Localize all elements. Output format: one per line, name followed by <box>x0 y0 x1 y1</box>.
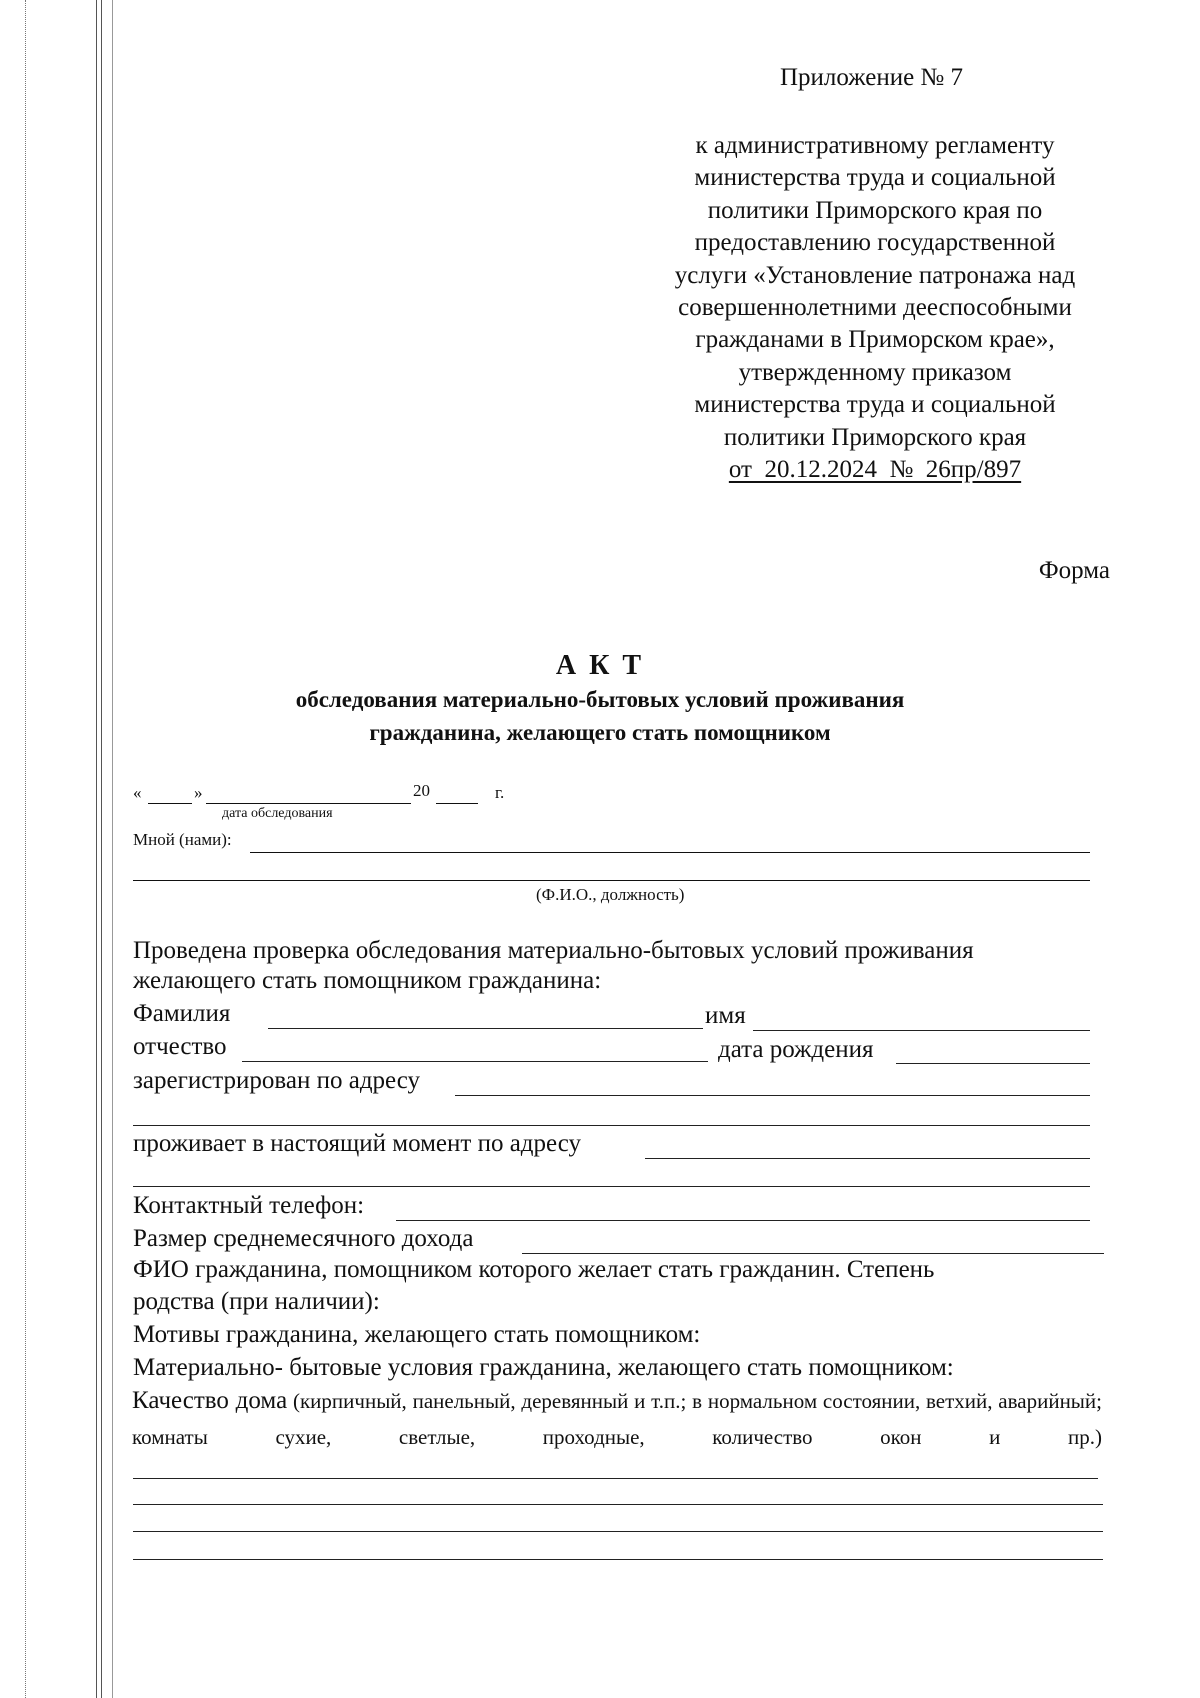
examiner-blank[interactable] <box>250 852 1090 853</box>
form-label: Форма <box>1038 557 1110 584</box>
house-quality-field-3[interactable] <box>133 1531 1103 1532</box>
binding-margin-line <box>25 0 26 1698</box>
date-year-prefix: 20 <box>413 781 430 800</box>
binding-margin-line <box>112 0 113 1698</box>
document-subtitle: гражданина, желающего стать помощником <box>369 720 831 745</box>
living-address-label: проживает в настоящий момент по адресу <box>133 1130 581 1157</box>
birth-date-label: дата рождения <box>718 1036 874 1063</box>
living-address-field-2[interactable] <box>133 1186 1090 1187</box>
regulation-line: политики Приморского края <box>723 423 1027 451</box>
surname-label: Фамилия <box>133 1000 231 1027</box>
name-label: имя <box>705 1002 746 1029</box>
regulation-reference <box>620 130 1130 486</box>
income-label: Размер среднемесячного дохода <box>133 1225 474 1252</box>
house-quality-field-2[interactable] <box>133 1504 1103 1505</box>
document-title: А К Т <box>555 650 645 681</box>
regulation-line: утвержденному приказом <box>738 358 1012 386</box>
house-quality-field-4[interactable] <box>133 1559 1103 1560</box>
form-intro-2: желающего стать помощником гражданина: <box>133 967 602 994</box>
house-quality-word: Качество дома <box>132 1387 288 1414</box>
binding-margin-line <box>101 0 102 1698</box>
date-close-quote: » <box>194 783 203 802</box>
house-quality-field[interactable] <box>133 1478 1098 1479</box>
conditions-label: Материально- бытовые условия гражданина, желающего стать помощником: <box>133 1354 954 1381</box>
date-caption: дата обследования <box>222 806 333 821</box>
birth-date-field[interactable] <box>896 1063 1090 1064</box>
house-quality-details: (кирпичный, панельный, деревянный и т.п.; в нормальном состоянии, ветхий, аварийный; комнаты сухие, светлые, проходные, количество окон и пр.) <box>132 1389 1102 1449</box>
regulation-line: министерства труда и социальной <box>694 164 1056 192</box>
living-address-field[interactable] <box>645 1158 1090 1159</box>
regulation-date: от 20.12.2024 № 26пр/897 <box>728 456 1022 484</box>
document-subtitle: обследования материально-бытовых условий проживания <box>295 687 905 712</box>
patronymic-field[interactable] <box>242 1061 708 1062</box>
binding-margin-line <box>96 0 97 1698</box>
regulation-line: политики Приморского края по <box>707 196 1043 224</box>
form-intro: Проведена проверка обследования материально-бытовых условий проживания <box>133 937 974 964</box>
registered-address-field-2[interactable] <box>133 1125 1090 1126</box>
regulation-line: министерства труда и социальной <box>694 391 1056 419</box>
date-day-blank[interactable] <box>148 803 192 804</box>
regulation-line: гражданами в Приморском крае», <box>695 326 1055 354</box>
examiner-blank-2[interactable] <box>133 880 1090 881</box>
ward-fio-label: ФИО гражданина, помощником которого желает стать гражданин. Степень <box>133 1256 935 1283</box>
regulation-line: предоставлению государственной <box>694 229 1056 257</box>
date-open-quote: « <box>133 783 142 802</box>
date-month-blank[interactable] <box>206 803 411 804</box>
date-year-suffix: г. <box>495 783 505 802</box>
registered-address-field[interactable] <box>455 1095 1090 1096</box>
appendix-number: Приложение № 7 <box>780 64 964 91</box>
phone-label: Контактный телефон: <box>133 1192 365 1219</box>
regulation-line: услуги «Установление патронажа над <box>674 261 1076 289</box>
patronymic-label: отчество <box>133 1033 227 1060</box>
examiner-label: Мной (нами): <box>133 830 232 849</box>
phone-field[interactable] <box>396 1220 1090 1221</box>
house-quality-label <box>132 1383 1102 1455</box>
regulation-line: совершеннолетними дееспособными <box>678 294 1072 322</box>
ward-fio-label-2: родства (при наличии): <box>133 1288 380 1315</box>
income-field[interactable] <box>522 1253 1104 1254</box>
surname-field[interactable] <box>268 1028 703 1029</box>
regulation-line: к административному регламенту <box>695 132 1055 159</box>
examiner-caption: (Ф.И.О., должность) <box>536 885 685 904</box>
registered-address-label: зарегистрирован по адресу <box>133 1067 421 1094</box>
motives-label: Мотивы гражданина, желающего стать помощником: <box>133 1321 701 1348</box>
date-year-blank[interactable] <box>436 803 478 804</box>
name-field[interactable] <box>753 1030 1090 1031</box>
